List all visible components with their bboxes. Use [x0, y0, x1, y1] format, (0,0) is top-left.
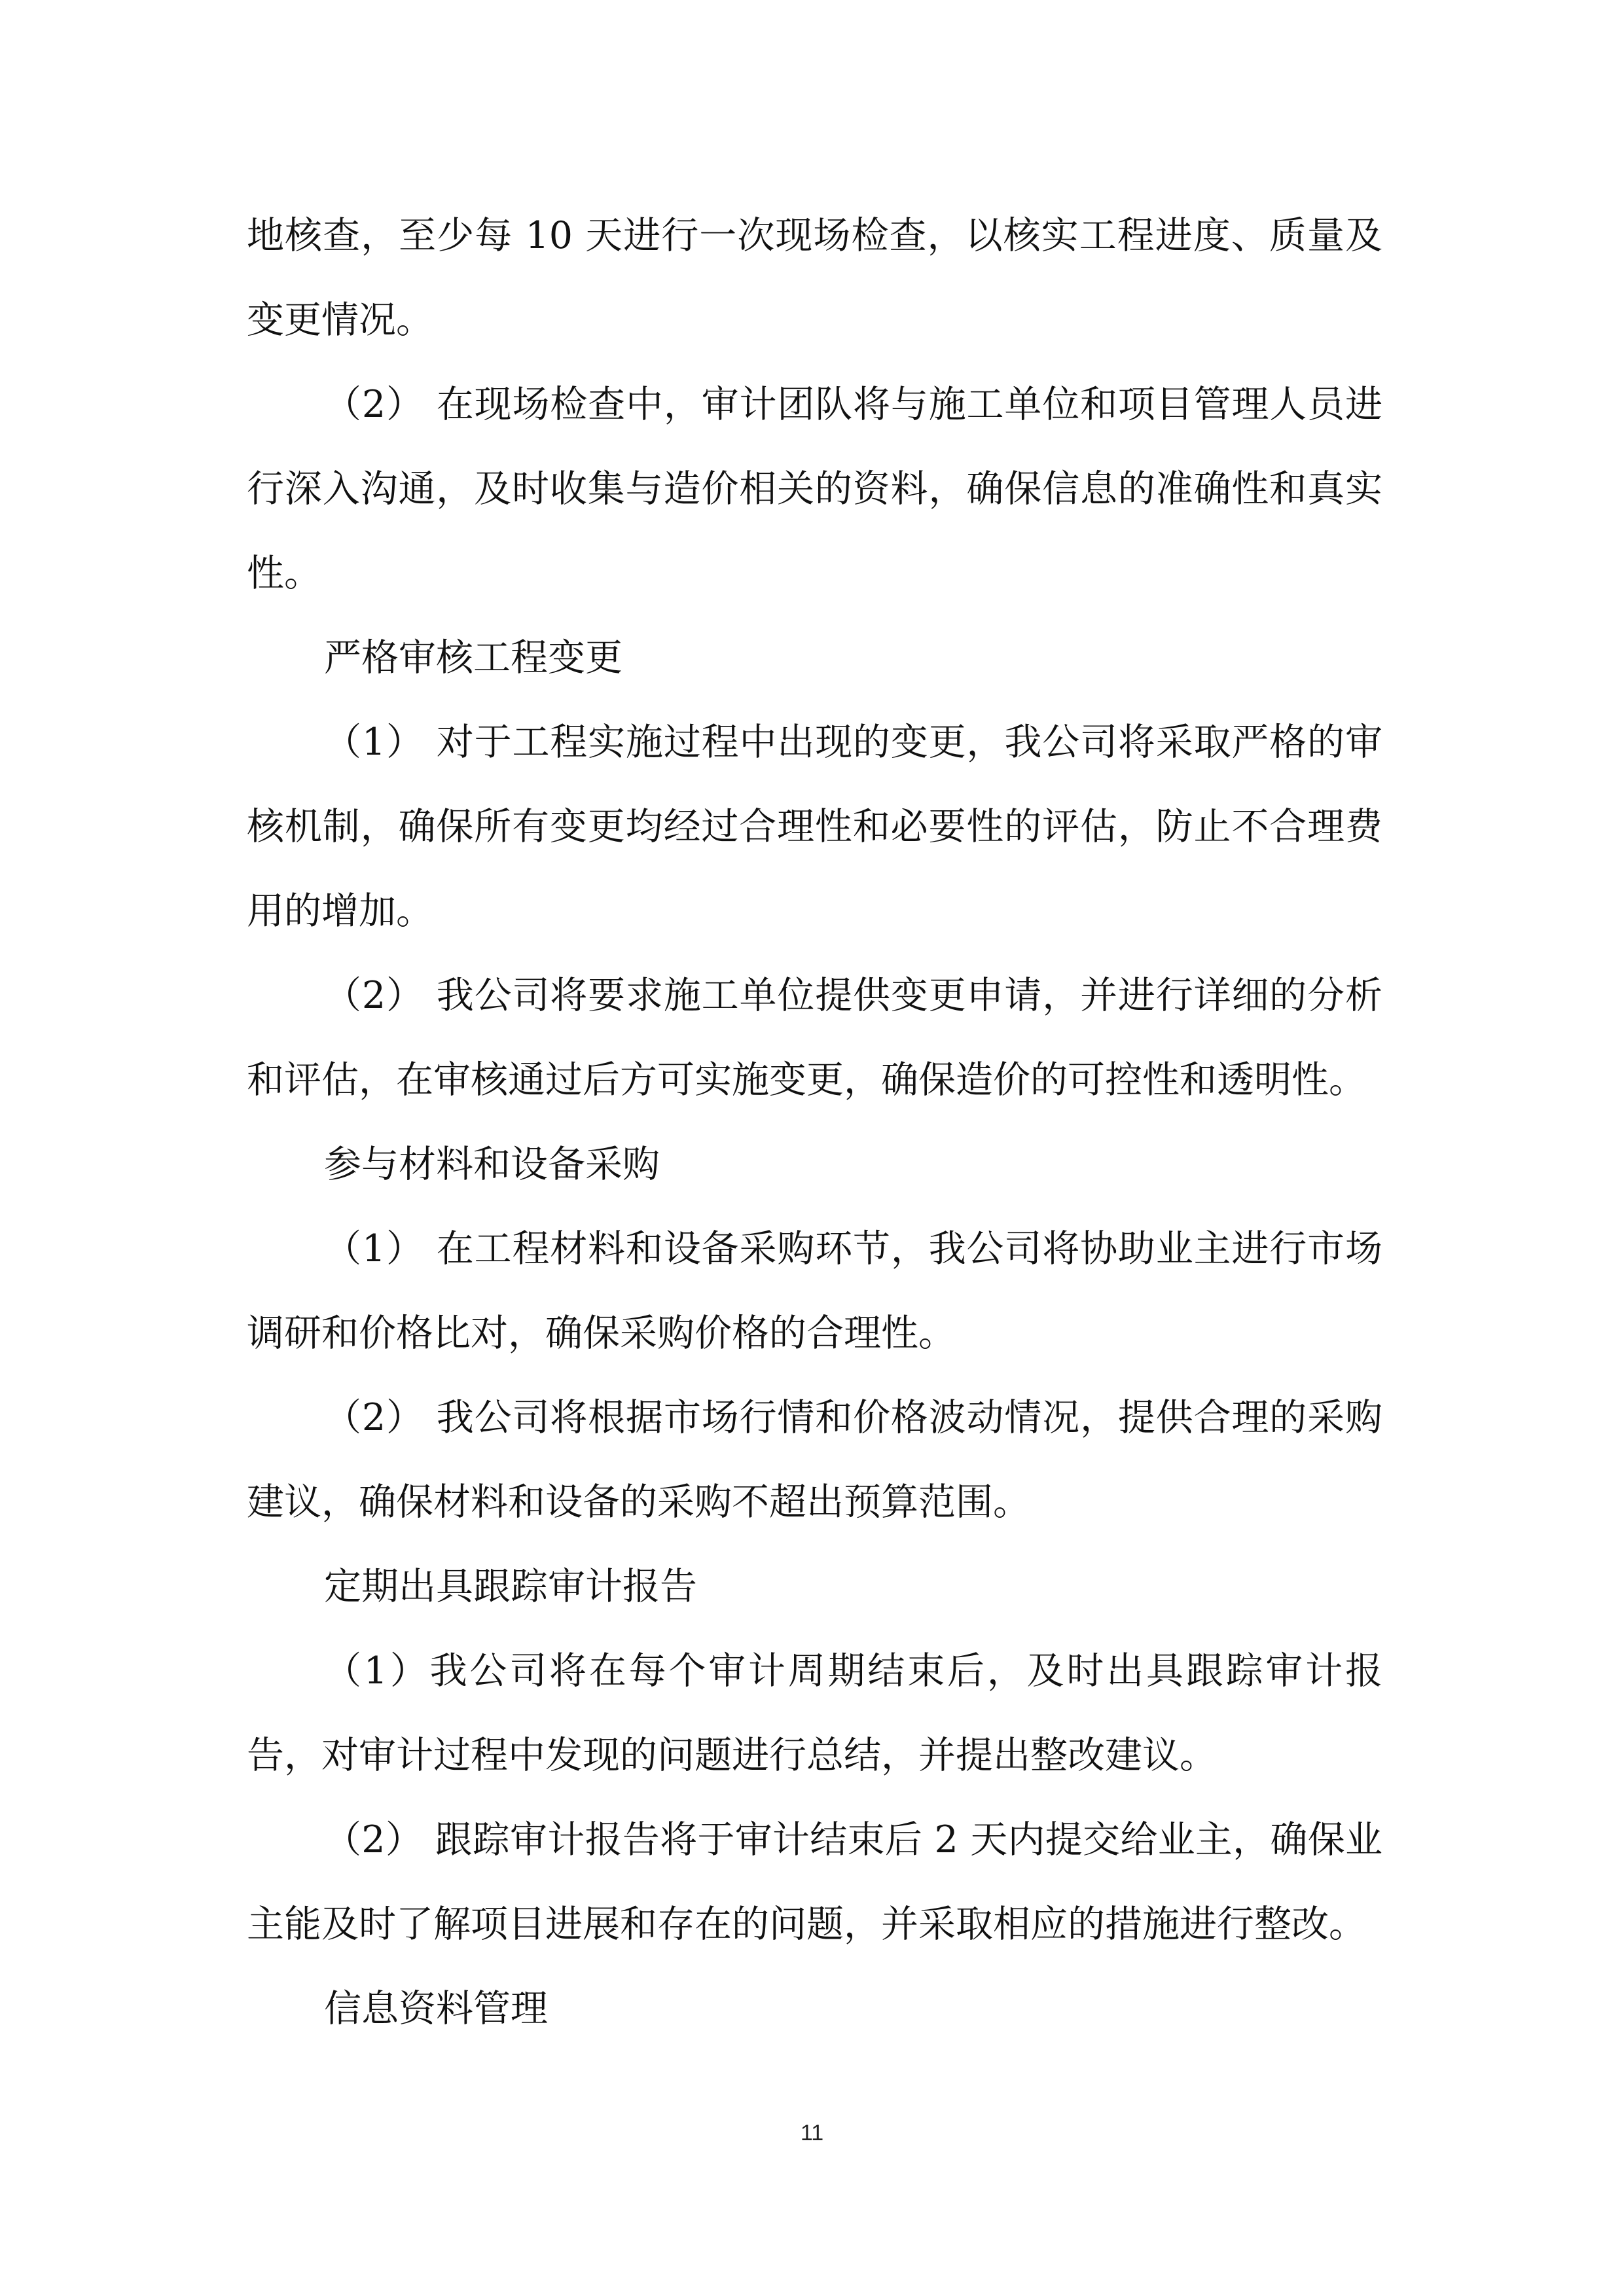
section-heading-procurement: 参与材料和设备采购 — [324, 1143, 660, 1186]
page-number: 11 — [800, 2121, 824, 2145]
page-body — [247, 194, 1382, 2051]
section-heading-information-management: 信息资料管理 — [324, 1987, 548, 2030]
paragraph-procurement-1: （1） 在工程材料和设备采购环节，我公司将协助业主进行市场调研和价格比对，确保采购价格的合理性。 — [247, 1227, 1382, 1355]
paragraph-change-review-2: （2） 我公司将要求施工单位提供变更申请，并进行详细的分析和评估，在审核通过后方可实施变更，确保造价的可控性和透明性。 — [247, 974, 1382, 1102]
section-heading-audit-report: 定期出具跟踪审计报告 — [324, 1565, 697, 1608]
paragraph-change-review-1: （1） 对于工程实施过程中出现的变更，我公司将采取严格的审核机制，确保所有变更均经过合理性和必要性的评估，防止不合理费用的增加。 — [247, 721, 1382, 933]
paragraph-procurement-2: （2） 我公司将根据市场行情和价格波动情况，提供合理的采购建议，确保材料和设备的采购不超出预算范围。 — [247, 1396, 1382, 1524]
paragraph-site-check-2: （2） 在现场检查中，审计团队将与施工单位和项目管理人员进行深入沟通，及时收集与造价相关的资料，确保信息的准确性和真实性。 — [247, 383, 1382, 595]
paragraph-continued: 地核查，至少每 10 天进行一次现场检查，以核实工程进度、质量及变更情况。 — [247, 214, 1382, 342]
paragraph-audit-report-1: （1）我公司将在每个审计周期结束后，及时出具跟踪审计报告，对审计过程中发现的问题进行总结，并提出整改建议。 — [247, 1649, 1382, 1777]
section-heading-change-review: 严格审核工程变更 — [324, 636, 623, 679]
paragraph-audit-report-2: （2） 跟踪审计报告将于审计结束后 2 天内提交给业主，确保业主能及时了解项目进展和存在的问题，并采取相应的措施进行整改。 — [247, 1818, 1382, 1946]
